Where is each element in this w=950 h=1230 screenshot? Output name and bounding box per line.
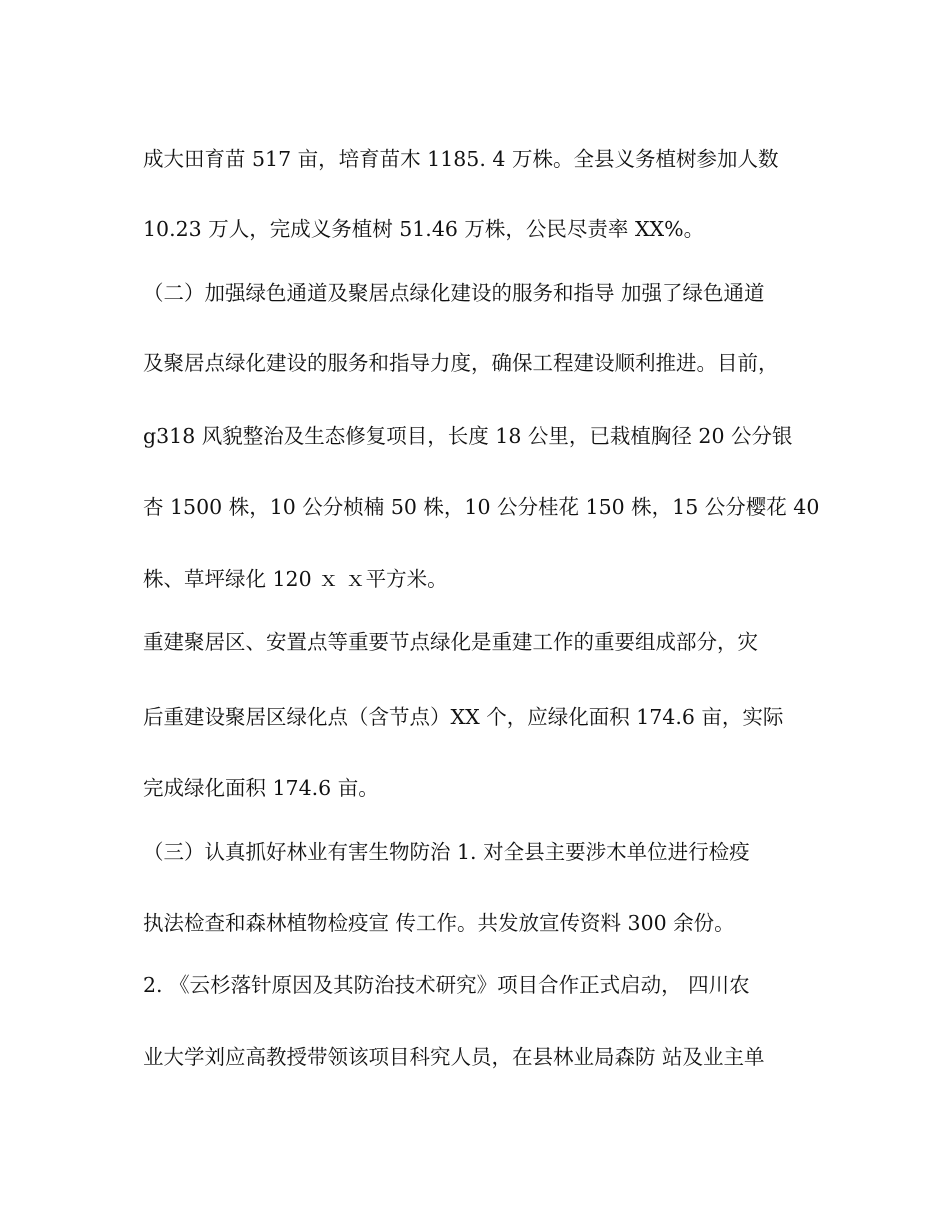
text-line: 后重建设聚居区绿化点（含节点）XX 个，应绿化面积 174.6 亩，实际 xyxy=(143,705,784,729)
section-heading: （三）认真抓好林业有害生物防治 1. 对全县主要涉木单位进行检疫 xyxy=(143,840,750,864)
text-line: 执法检查和森林植物检疫宣 传工作。共发放宣传资料 300 余份。 xyxy=(143,911,735,935)
text-line: 2. 《云杉落针原因及其防治技术研究》项目合作正式启动， 四川农 xyxy=(143,973,750,997)
text-line: 10.23 万人，完成义务植树 51.46 万株，公民尽责率 XX%。 xyxy=(143,217,705,241)
text-line: 株、草坪绿化 120 ｘ ｘ平方米。 xyxy=(143,567,448,591)
text-line: 重建聚居区、安置点等重要节点绿化是重建工作的重要组成部分，灾 xyxy=(143,630,758,654)
text-line: 及聚居点绿化建设的服务和指导力度，确保工程建设顺利推进。目前， xyxy=(143,351,779,375)
text-line: 杏 1500 株，10 公分桢楠 50 株，10 公分桂花 150 株，15 公分樱花 40 xyxy=(143,495,820,519)
section-heading: （二）加强绿色通道及聚居点绿化建设的服务和指导 加强了绿色通道 xyxy=(143,281,765,305)
text-line: 完成绿化面积 174.6 亩。 xyxy=(143,776,379,800)
text-line: 成大田育苗 517 亩，培育苗木 1185. 4 万株。全县义务植树参加人数 xyxy=(143,147,779,171)
text-line: 业大学刘应高教授带领该项目科究人员，在县林业局森防 站及业主单 xyxy=(143,1045,765,1069)
text-line: g318 风貌整治及生态修复项目，长度 18 公里，已栽植胸径 20 公分银 xyxy=(143,424,793,448)
